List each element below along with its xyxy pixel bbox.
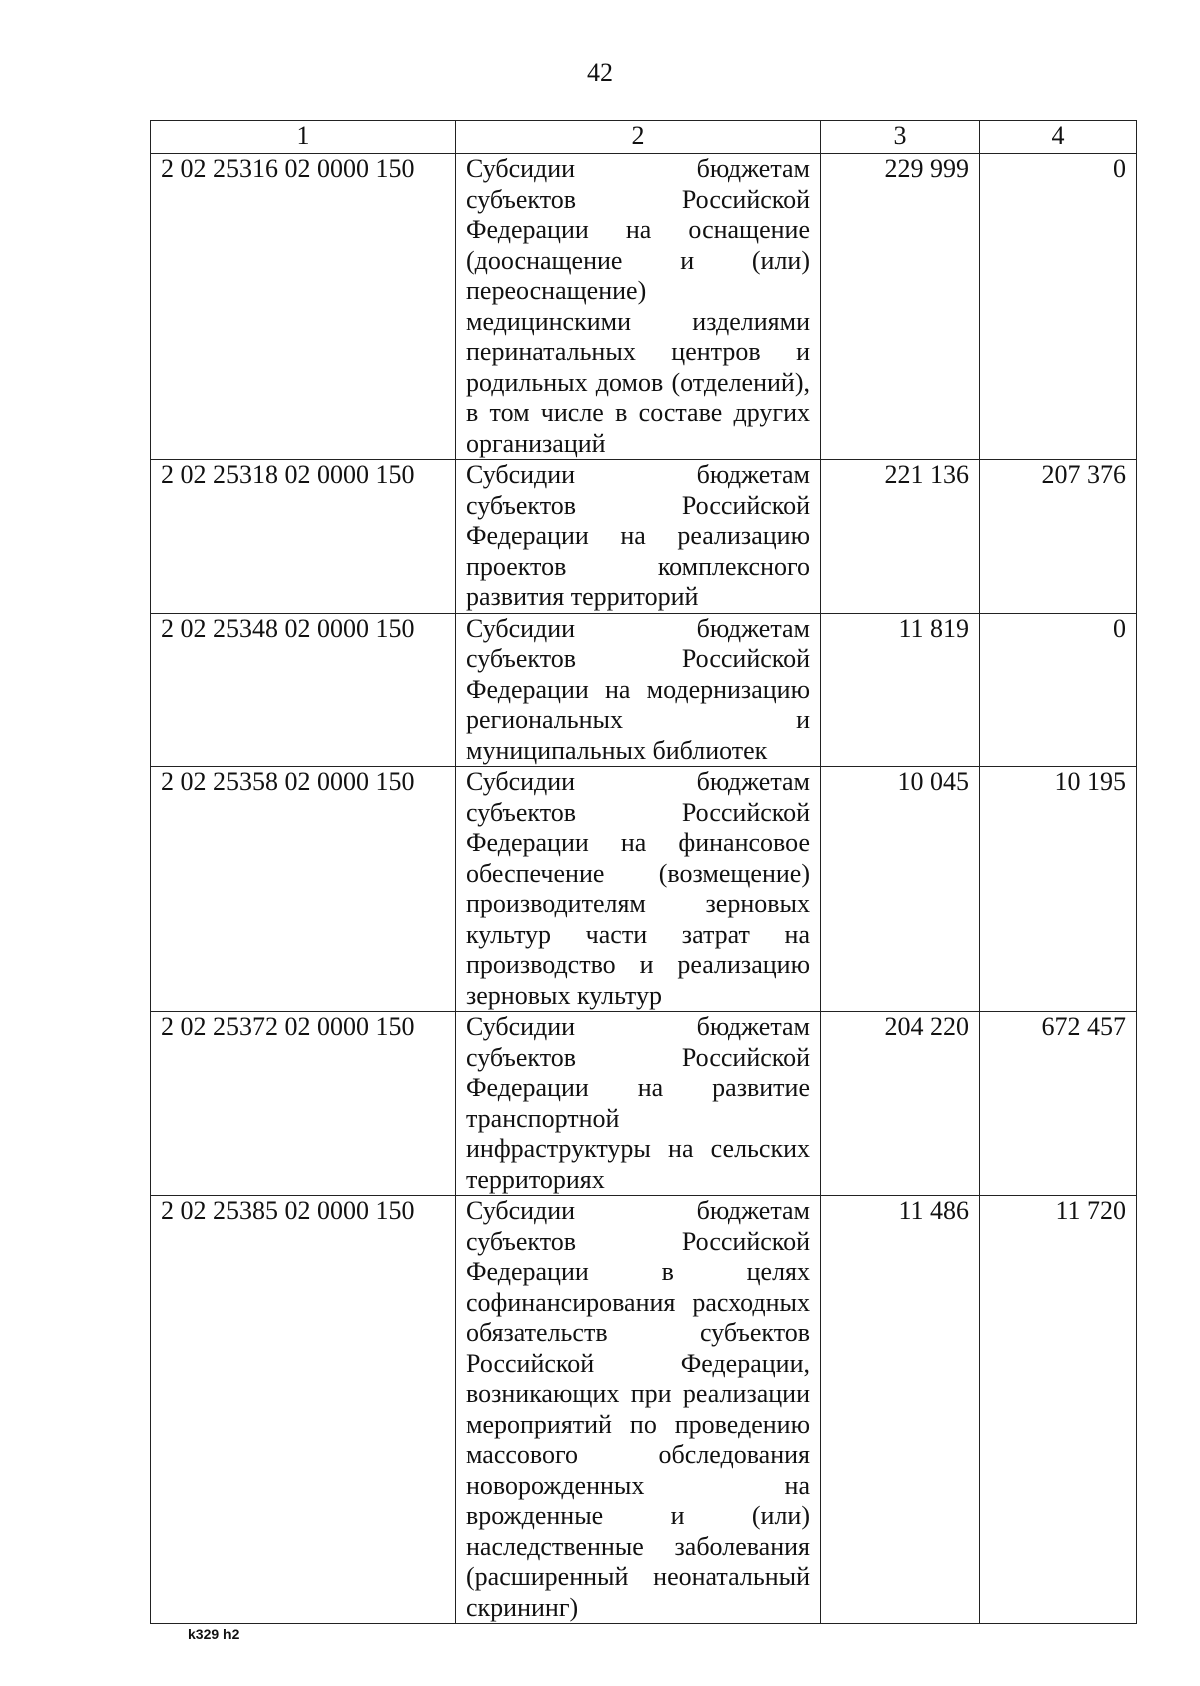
value-column-3: 229 999 <box>821 154 980 460</box>
value-column-4: 207 376 <box>980 460 1137 614</box>
value-column-4: 11 720 <box>980 1196 1137 1624</box>
table-header <box>151 121 1137 154</box>
budget-code: 2 02 25316 02 0000 150 <box>151 154 456 460</box>
table-row <box>151 1196 1137 1624</box>
header-row <box>151 121 1137 154</box>
table-row <box>151 460 1137 614</box>
column-header-2: 2 <box>456 121 821 154</box>
value-column-3: 11 486 <box>821 1196 980 1624</box>
value-column-4: 0 <box>980 154 1137 460</box>
budget-table <box>150 120 1137 1624</box>
column-header-1: 1 <box>151 121 456 154</box>
budget-code: 2 02 25358 02 0000 150 <box>151 767 456 1012</box>
document-footer-code: k329 h2 <box>188 1626 240 1642</box>
value-column-4: 672 457 <box>980 1012 1137 1196</box>
table-row <box>151 613 1137 767</box>
table-row <box>151 767 1137 1012</box>
value-column-3: 204 220 <box>821 1012 980 1196</box>
table-body <box>151 154 1137 1624</box>
value-column-3: 221 136 <box>821 460 980 614</box>
budget-code: 2 02 25385 02 0000 150 <box>151 1196 456 1624</box>
budget-code: 2 02 25348 02 0000 150 <box>151 613 456 767</box>
row-description: Субсидии бюджетам субъектов Российской Федерации на оснащение (дооснащение и (или) переоснащение) медицинскими изделиями перинатальных центров и родильных домов (отделений), в том числе в составе других организаций <box>456 154 821 460</box>
row-description: Субсидии бюджетам субъектов Российской Федерации на финансовое обеспечение (возмещение) производителям зерновых культур части затрат на производство и реализацию зерновых культур <box>456 767 821 1012</box>
page-number: 42 <box>587 58 613 87</box>
column-header-3: 3 <box>821 121 980 154</box>
budget-code: 2 02 25372 02 0000 150 <box>151 1012 456 1196</box>
value-column-3: 10 045 <box>821 767 980 1012</box>
value-column-3: 11 819 <box>821 613 980 767</box>
row-description: Субсидии бюджетам субъектов Российской Федерации в целях софинансирования расходных обязательств субъектов Российской Федерации, возникающих при реализации мероприятий по проведению массового обследования новорожденных на врожденные и (или) наследственные заболевания (расширенный неонатальный скрининг) <box>456 1196 821 1624</box>
value-column-4: 0 <box>980 613 1137 767</box>
budget-code: 2 02 25318 02 0000 150 <box>151 460 456 614</box>
row-description: Субсидии бюджетам субъектов Российской Федерации на развитие транспортной инфраструктуры на сельских территориях <box>456 1012 821 1196</box>
table-row <box>151 154 1137 460</box>
row-description: Субсидии бюджетам субъектов Российской Федерации на модернизацию региональных и муниципальных библиотек <box>456 613 821 767</box>
value-column-4: 10 195 <box>980 767 1137 1012</box>
row-description: Субсидии бюджетам субъектов Российской Федерации на реализацию проектов комплексного развития территорий <box>456 460 821 614</box>
column-header-4: 4 <box>980 121 1137 154</box>
table-row <box>151 1012 1137 1196</box>
